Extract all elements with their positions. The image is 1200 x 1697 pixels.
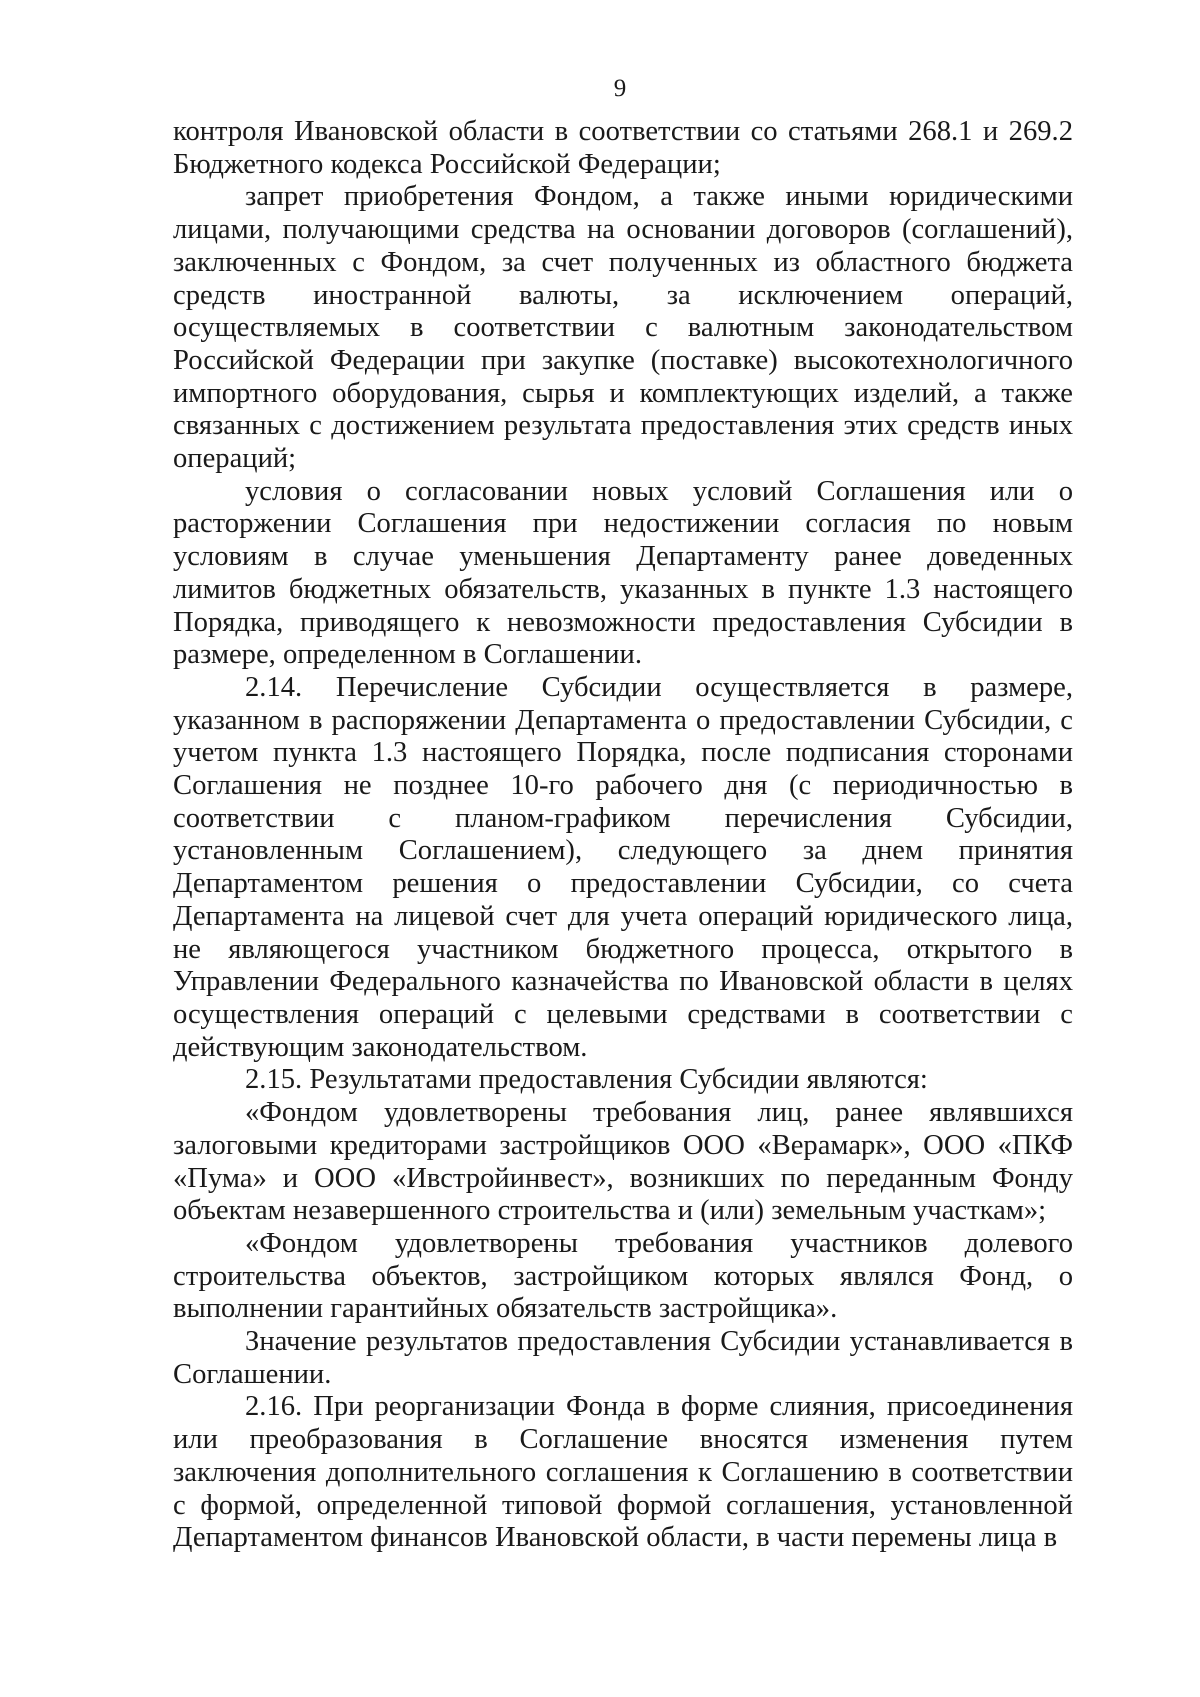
paragraph-2-14: 2.14. Перечисление Субсидии осуществляется в размере, указанном в распоряжении Департамента о предоставлении Субсидии, с учетом пункта 1.3 настоящего Порядка, после подписания сторонами Соглашения не позднее 10-го рабочего дня (с периодичностью в соответствии с планом-графиком перечисления Субсидии, установленным Соглашением), следующего за днем принятия Департаментом решения о предоставлении Субсидии, со счета Департамента на лицевой счет для учета операций юридического лица, не являющегося участником бюджетного процесса, открытого в Управлении Федерального казначейства по Ивановской области в целях осуществления операций с целевыми средствами в соответствии с действующим законодательством. — [173, 671, 1073, 1063]
paragraph-result-value: Значение результатов предоставления Субсидии устанавливается в Соглашении. — [173, 1326, 1073, 1390]
paragraph-result-1: «Фондом удовлетворены требования лиц, ранее являвшихся залоговыми кредиторами застройщиков ООО «Верамарк», ООО «ПКФ «Пума» и ООО «Ивстройинвест», возникших по переданным Фонду объектам незавершенного строительства и (или) земельным участкам»; — [173, 1097, 1073, 1227]
paragraph-2-15: 2.15. Результатами предоставления Субсидии являются: — [245, 1064, 928, 1096]
paragraph-agreement-conditions: условия о согласовании новых условий Соглашения или о расторжении Соглашения при недостижении согласия по новым условиям в случае уменьшения Департаменту ранее доведенных лимитов бюджетных обязательств, указанных в пункте 1.3 настоящего Порядка, приводящего к невозможности предоставления Субсидии в размере, определенном в Соглашении. — [173, 475, 1073, 671]
paragraph-continuation: контроля Ивановской области в соответствии со статьями 268.1 и 269.2 Бюджетного кодекса Российской Федерации; — [173, 116, 1073, 180]
document-body — [173, 116, 1073, 1555]
paragraph-2-16: 2.16. При реорганизации Фонда в форме слияния, присоединения или преобразования в Соглашение вносятся изменения путем заключения дополнительного соглашения к Соглашению в соответствии с формой, определенной типовой формой соглашения, установленной Департаментом финансов Ивановской области, в части перемены лица в — [173, 1391, 1073, 1554]
paragraph-result-2: «Фондом удовлетворены требования участников долевого строительства объектов, застройщиком которых являлся Фонд, о выполнении гарантийных обязательств застройщика». — [173, 1227, 1073, 1325]
paragraph-currency-ban: запрет приобретения Фондом, а также иными юридическими лицами, получающими средства на основании договоров (соглашений), заключенных с Фондом, за счет полученных из областного бюджета средств иностранной валюты, за исключением операций, осуществляемых в соответствии с валютным законодательством Российской Федерации при закупке (поставке) высокотехнологичного импортного оборудования, сырья и комплектующих изделий, а также связанных с достижением результата предоставления этих средств иных операций; — [173, 181, 1073, 475]
page-number: 9 — [613, 75, 627, 102]
